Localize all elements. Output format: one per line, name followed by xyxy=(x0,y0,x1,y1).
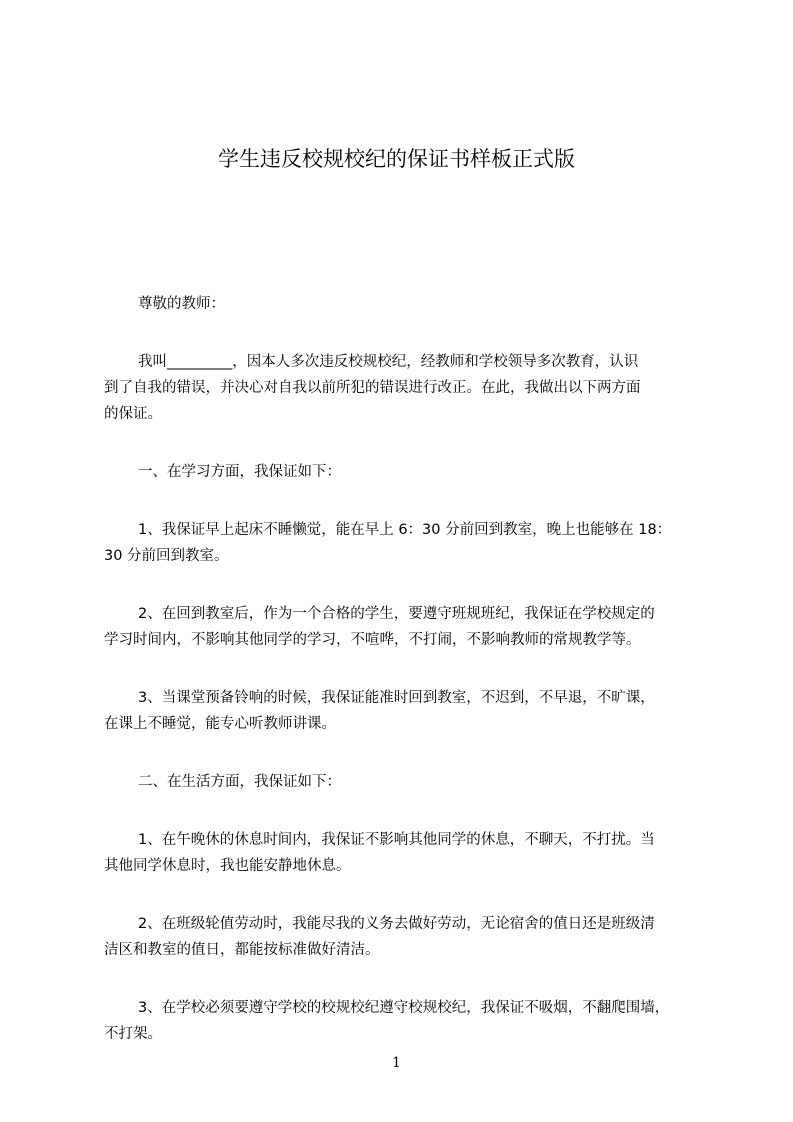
paragraph-line: 1、在午晚休的休息时间内，我保证不影响其他同学的休息，不聊天，不打扰。当 xyxy=(138,832,655,848)
paragraph-line: 学习时间内，不影响其他同学的学习，不喧哗，不打闹，不影响教师的常规教学等。 xyxy=(104,632,641,648)
document-body xyxy=(104,291,712,1079)
paragraph-line: 到了自我的错误，并决心对自我以前所犯的错误进行改正。在此，我做出以下两方面 xyxy=(104,380,641,396)
life-item-2 xyxy=(104,911,712,963)
study-item-3 xyxy=(104,685,712,737)
study-item-1 xyxy=(104,517,712,569)
paragraph-line: 2、在回到教室后，作为一个合格的学生，要遵守班规班纪，我保证在学校规定的 xyxy=(138,606,655,622)
section-heading-line: 一、在学习方面，我保证如下： xyxy=(138,464,341,480)
paragraph-line: 30 分前回到教室。 xyxy=(104,548,229,564)
page-number: 1 xyxy=(392,1055,401,1071)
paragraph-line: 我叫_________，因本人多次违反校规校纪，经教师和学校领导多次教育，认识 xyxy=(138,354,639,370)
paragraph-line: 3、当课堂预备铃响的时候，我保证能准时回到教室，不迟到，不早退，不旷课， xyxy=(138,690,655,706)
paragraph-line: 不打架。 xyxy=(104,1026,162,1042)
life-item-3 xyxy=(104,995,712,1047)
salutation-line: 尊敬的教师： xyxy=(138,296,225,312)
life-item-1 xyxy=(104,827,712,879)
document-title: 学生违反校规校纪的保证书样板正式版 xyxy=(218,147,575,171)
study-item-2 xyxy=(104,601,712,653)
paragraph-line: 3、在学校必须要遵守学校的校规校纪遵守校规校纪，我保证不吸烟，不翻爬围墙， xyxy=(138,1000,670,1016)
paragraph-line: 其他同学休息时，我也能安静地休息。 xyxy=(104,858,351,874)
paragraph-line: 1、我保证早上起床不睡懒觉，能在早上 6：30 分前回到教室，晚上也能够在 18： xyxy=(138,522,672,538)
paragraph-line: 2、在班级轮值劳动时，我能尽我的义务去做好劳动，无论宿舍的值日还是班级清 xyxy=(138,916,655,932)
section-heading-study xyxy=(104,459,712,485)
section-heading-life xyxy=(104,769,712,795)
paragraph-line: 洁区和教室的值日，都能按标准做好清洁。 xyxy=(104,942,380,958)
paragraph-intro xyxy=(104,349,712,427)
section-heading-line: 二、在生活方面，我保证如下： xyxy=(138,774,341,790)
paragraph-line: 的保证。 xyxy=(104,406,162,422)
paragraph-line: 在课上不睡觉，能专心听教师讲课。 xyxy=(104,716,336,732)
salutation xyxy=(104,291,712,317)
